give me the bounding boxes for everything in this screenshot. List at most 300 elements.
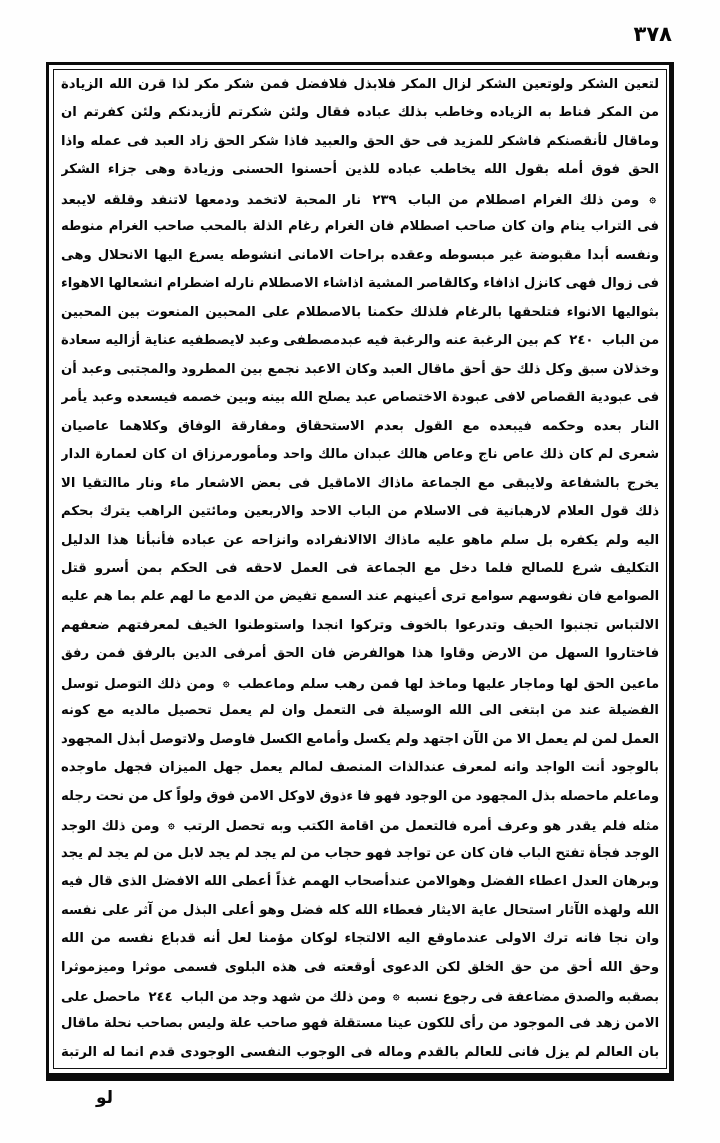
text-line [61, 840, 659, 868]
text-token: الاستحقاق [295, 418, 365, 434]
text-token: عباده [387, 162, 422, 178]
text-token: ولواً [176, 788, 203, 804]
text-token: تفتح [555, 845, 585, 861]
text-token: المجهود [475, 788, 528, 804]
text-token: موثرا [132, 959, 167, 975]
text-token: حق [490, 361, 512, 377]
text-token: الذلة [252, 219, 283, 235]
text-token: من [492, 731, 513, 747]
text-token: وماعلم [613, 788, 659, 804]
text-token: أحسنوا [291, 162, 337, 178]
text-line [61, 754, 659, 782]
text-token: وماخذ [428, 676, 468, 692]
text-token: بحكم [61, 504, 94, 520]
text-token: نحلة [103, 1016, 132, 1032]
text-token: أعينهم [393, 589, 437, 605]
text-token: وكلاهما [119, 418, 169, 434]
text-token: المجهود [61, 731, 113, 747]
text-line [61, 128, 659, 156]
text-line [61, 954, 659, 982]
text-token: الجماعة [421, 475, 471, 491]
text-token: يصلح [317, 390, 351, 406]
text-token: أنت [581, 760, 605, 776]
text-token: الاماقيل [317, 475, 371, 491]
text-token: فلم [602, 819, 627, 835]
text-token: لعل [227, 931, 252, 947]
text-token: هذا [412, 646, 434, 662]
text-token: العلام [557, 504, 594, 520]
text-token: الموجود [513, 1016, 565, 1032]
text-token: صاحب [256, 1016, 298, 1032]
text-token: العبد [154, 133, 185, 149]
text-token: المشية [367, 276, 414, 292]
text-token: كانزل [523, 276, 562, 292]
text-line [61, 327, 659, 355]
text-token: الشكر [477, 77, 517, 92]
text-token: الباب [601, 333, 635, 349]
text-token: لمعرف [452, 760, 497, 776]
text-token: فيسعده [127, 390, 178, 406]
text-token: يسرع [188, 247, 225, 263]
text-token: بان [637, 1044, 659, 1060]
text-token: سعادة [61, 333, 101, 349]
text-token: ذلك [579, 192, 604, 208]
text-token: ولاتوصل [149, 731, 206, 747]
text-token: الافضل [151, 874, 200, 890]
text-token: أن [61, 361, 77, 377]
text-token: لافى [493, 390, 526, 406]
text-token: لعمارة [95, 447, 137, 463]
text-token: المكر [402, 77, 437, 92]
text-token: نسبه [406, 990, 439, 1005]
text-token: فلافضل [295, 77, 348, 92]
text-token: عمله [90, 133, 122, 149]
text-token: العالم [595, 1044, 633, 1060]
text-token: اذاشاء [322, 276, 364, 292]
text-token: وقلقه [103, 192, 144, 208]
text-token: فى [288, 475, 311, 491]
text-token: والاربعين [243, 504, 304, 520]
text-token: فانه [575, 931, 602, 947]
text-token: المحبين [61, 304, 112, 320]
text-token: شكر [249, 133, 279, 149]
text-token: لارهبانية [495, 504, 551, 520]
text-token: وماقال [612, 133, 659, 149]
text-token: الشكر [579, 77, 619, 92]
text-token: ماعين [619, 676, 659, 692]
text-token: ومأمورمرزاق [192, 447, 278, 463]
text-token: له [102, 1044, 116, 1060]
text-token: العمل [621, 731, 659, 747]
text-token: شكرتم [227, 105, 272, 121]
text-token: لايصطفيه [181, 333, 245, 349]
text-token: وهى [61, 247, 92, 263]
text-token: مقبوضة [529, 247, 582, 263]
arabic-text-body [61, 71, 659, 1067]
text-token: الرتبة [61, 1044, 98, 1060]
text-token: من [90, 931, 111, 947]
text-token: ولم [605, 532, 630, 548]
text-line [61, 811, 659, 839]
section-number: ٢٤٠ [569, 333, 594, 349]
text-token: وعقده [390, 247, 434, 263]
text-line [61, 99, 659, 127]
text-token: علم [140, 589, 166, 605]
text-token: الوجودى [180, 1044, 235, 1060]
text-token: اصطلام [399, 219, 450, 235]
text-token: كفرتم [83, 105, 125, 121]
text-token: من [300, 845, 321, 861]
text-token: مثله [632, 819, 659, 835]
text-token: الحق [213, 133, 245, 149]
text-token: الهمم [301, 874, 340, 890]
text-token: اضطرام [166, 276, 220, 292]
text-token: سلم [300, 676, 329, 692]
text-token: وانزاحه [251, 532, 300, 548]
text-token: عندالذات [388, 760, 446, 776]
text-token: ومفارقة [231, 418, 287, 434]
text-token: الله [483, 162, 507, 178]
text-token: كم [542, 333, 561, 349]
text-token: والعبيد [314, 133, 358, 149]
text-token: الامن [239, 788, 274, 804]
text-token: بين [516, 333, 539, 349]
text-token: وحكمه [541, 418, 585, 434]
text-line [61, 470, 659, 498]
text-token: الشكر [61, 162, 100, 178]
text-token: واحد [283, 447, 313, 463]
text-token: من [551, 703, 572, 719]
text-token: الفضل [480, 874, 525, 890]
text-token: بعده [593, 418, 622, 434]
text-token: فهو [302, 1016, 329, 1032]
section-divider-rosette: ۞ [393, 989, 400, 1002]
text-token: أوقعته [333, 959, 376, 975]
text-token: من [218, 990, 239, 1005]
text-token: أحق [566, 959, 593, 975]
text-token: هالك [396, 447, 428, 463]
text-token: من [379, 819, 400, 835]
text-token: بصقبه [618, 990, 659, 1005]
text-token: الله [109, 77, 132, 92]
text-token: حكمنا [367, 304, 404, 320]
text-token: فسمى [173, 959, 218, 975]
text-token: عبد [355, 390, 378, 406]
text-token: تفيض [279, 589, 317, 605]
text-token: لم [572, 731, 588, 747]
catchword: لو [96, 1088, 114, 1108]
text-token: نجمع [267, 361, 300, 377]
text-token: الوفاق [177, 418, 222, 434]
text-token: من [153, 845, 174, 861]
text-token: وعبد [248, 333, 280, 349]
text-token: يجد [254, 845, 277, 861]
text-token: السمع [321, 589, 363, 605]
text-token: النار [631, 418, 659, 434]
text-token: التراب [590, 219, 632, 235]
text-token: فأنبأنا [135, 532, 175, 548]
text-token: يعمل [249, 760, 283, 776]
text-token: الاصطلام [258, 276, 319, 292]
text-token: ذلك [329, 990, 354, 1005]
text-token: فلابذل [353, 77, 397, 92]
text-token: التعمل [312, 703, 356, 719]
text-token: للمزيد [453, 133, 494, 149]
text-token: فان [577, 589, 603, 605]
text-token: عبدمصطفى [283, 333, 363, 349]
text-token: فلذلك [410, 304, 450, 320]
text-token: ماوجده [61, 760, 108, 776]
text-token: لاوكل [277, 788, 316, 804]
text-token: على [61, 990, 89, 1005]
text-token: هم [93, 589, 113, 605]
text-token: لأزيدنكم [168, 105, 222, 121]
text-token: الوجوب [296, 1044, 346, 1060]
text-line [61, 583, 659, 611]
text-token: لزال [442, 77, 472, 92]
text-token: الباب [407, 192, 441, 208]
text-token: لم [280, 845, 297, 861]
text-token: فمن [260, 77, 290, 92]
text-token: من [539, 959, 560, 975]
text-token: لاحقه [245, 560, 283, 576]
text-token: وكالقاصر [417, 276, 479, 292]
text-token: وانه [503, 760, 529, 776]
text-token: من [128, 788, 149, 804]
text-token: ذلك [101, 819, 126, 835]
text-token: ونار [137, 475, 163, 491]
text-token: وان [281, 703, 306, 719]
text-token: واستوطنوا [234, 617, 305, 633]
text-token: من [387, 504, 408, 520]
text-token: وبرهان [612, 874, 659, 890]
text-token: الجماعة [366, 560, 416, 576]
text-token: فى [481, 990, 504, 1005]
text-token: فناط [558, 105, 592, 121]
text-token: رهب [334, 676, 365, 692]
text-token: وماجار [511, 676, 555, 692]
text-token: واذا [61, 133, 86, 149]
text-token: ومن [186, 676, 215, 692]
text-token: الكسل [259, 731, 303, 747]
page-frame-border [46, 62, 674, 1076]
text-token: ناج [478, 447, 498, 463]
text-token: نفوسهم [518, 589, 573, 605]
text-token: الدين [182, 646, 217, 662]
text-token: مالديه [121, 703, 161, 719]
text-token: ولئن [130, 105, 162, 121]
text-line [61, 384, 659, 412]
text-token: فوق [206, 788, 236, 804]
text-token: شكر [225, 77, 255, 92]
text-token: فاوصل [209, 731, 256, 747]
text-token: الاسلام [413, 504, 461, 520]
text-token: سبق [577, 361, 608, 377]
text-token: يكسل [353, 731, 392, 747]
text-token: فاشكر [498, 133, 542, 149]
text-token: فى [215, 560, 238, 576]
text-token: يزل [544, 1044, 570, 1060]
text-token: ولم [395, 731, 419, 747]
text-token: المطرود [181, 361, 236, 377]
text-token: مضاعفة [507, 990, 560, 1005]
text-token: الالتباس [605, 617, 659, 633]
text-token: تحصيل [167, 703, 212, 719]
text-token: ماحصله [559, 788, 609, 804]
text-token: يأمر [61, 390, 88, 406]
text-token: حق [399, 133, 421, 149]
text-token: غذاً [275, 874, 298, 890]
text-line [61, 1039, 659, 1067]
text-token: عليها [472, 676, 506, 692]
text-token: بمن [136, 560, 163, 576]
text-token: وعبد [92, 390, 123, 406]
text-token: الآن [462, 731, 489, 747]
text-line [61, 640, 659, 668]
text-token: فاختاروا [605, 646, 659, 662]
text-token: نفسه [61, 902, 97, 918]
text-line [61, 726, 659, 754]
page-frame-bottom-rule [46, 1076, 674, 1081]
text-token: هو [543, 819, 562, 835]
text-token: فا [357, 788, 371, 804]
text-token: صاحب [153, 219, 195, 235]
text-line [61, 242, 659, 270]
text-token: الاالانفراده [306, 532, 377, 548]
text-token: فى [637, 390, 659, 406]
text-token: الحكم [170, 560, 208, 576]
text-token: لمعرفتهم [117, 617, 180, 633]
text-token: المنصف [329, 760, 383, 776]
text-token: وهوالامن [415, 874, 476, 890]
text-line [61, 982, 659, 1010]
text-token: أعلى [221, 902, 255, 918]
text-line [61, 669, 659, 697]
text-token: وميزموثرا [61, 959, 126, 975]
section-divider-rosette: ۞ [168, 818, 175, 832]
text-token: هذه [272, 959, 297, 975]
text-token: لمالم [289, 760, 324, 776]
text-token: رجله [61, 788, 92, 804]
text-token: الاشعار [196, 475, 244, 491]
text-token: وان [635, 931, 659, 947]
text-token: الحق [583, 676, 615, 692]
text-token: وعبد [81, 361, 112, 377]
text-token: أمرفى [223, 646, 267, 662]
text-token: لم [133, 845, 149, 861]
text-token: الدعوى [382, 959, 429, 975]
text-token: الوجد [61, 819, 96, 835]
text-token: أنه [202, 931, 221, 947]
text-token: فى [363, 703, 386, 719]
text-token: للصالح [521, 560, 564, 576]
text-token: كله [328, 902, 350, 918]
text-token: الله [599, 959, 623, 975]
text-token: ماء [169, 475, 190, 491]
text-token: فالتعمل [405, 819, 458, 835]
text-line [61, 299, 659, 327]
text-token: اليه [397, 931, 421, 947]
text-token: علة [229, 1016, 252, 1032]
text-token: غير [500, 247, 524, 263]
text-line [61, 71, 659, 99]
text-token: ومن [357, 990, 386, 1005]
text-token: زوال [600, 276, 633, 292]
text-token: براحات [339, 247, 385, 263]
text-token: ولايبقى [501, 475, 554, 491]
text-token: الا [61, 475, 76, 491]
text-token: البذل [182, 902, 217, 918]
text-token: أبذل [116, 731, 146, 747]
text-token: بالاصطلام [296, 304, 362, 320]
text-token: بعض [250, 475, 282, 491]
text-token: بصاحب [136, 1016, 183, 1032]
text-token: عليه [427, 532, 456, 548]
text-token: الله [61, 931, 84, 947]
text-token: وأمامع [306, 731, 350, 747]
text-token: وزيادة [183, 162, 225, 178]
text-token: ودمعها [195, 192, 240, 208]
text-token: يجد [61, 845, 84, 861]
text-token: نحت [95, 788, 125, 804]
text-token: شرع [571, 560, 603, 576]
text-token: بذل [531, 788, 556, 804]
text-token: الاعبد [304, 361, 341, 377]
text-token: أبدا [587, 247, 610, 263]
text-token: بالخوف [399, 617, 448, 633]
text-token: ماقال [61, 1016, 100, 1032]
section-divider-rosette: ۞ [649, 191, 656, 205]
text-token: العمل [290, 560, 328, 576]
text-token: العبد [382, 361, 413, 377]
text-token: ماهو [462, 532, 494, 548]
text-token: لابل [177, 845, 204, 861]
text-token: حق [510, 959, 533, 975]
text-token: مع [97, 703, 115, 719]
text-token: اذافاء [483, 276, 520, 292]
text-token: فيه [61, 874, 84, 890]
text-token: مبسوطه [439, 247, 495, 263]
text-token: رفق [61, 646, 90, 662]
text-token: وهو [259, 902, 285, 918]
text-token: نار [343, 192, 362, 208]
text-token: يعمل [535, 731, 569, 747]
text-token: لذا [172, 77, 190, 92]
text-token: فهو [375, 788, 401, 804]
text-token: الامانى [287, 247, 334, 263]
text-token: الدمع [215, 589, 251, 605]
text-token: انجدا [312, 617, 344, 633]
text-token: جزاء [107, 162, 137, 178]
text-token: عن [223, 532, 244, 548]
text-token: أحق [459, 361, 486, 377]
text-token: يكفره [560, 532, 599, 548]
text-token: التوصل [104, 676, 152, 692]
text-token: الغرام [108, 219, 148, 235]
text-token: والصدق [564, 990, 615, 1005]
text-line [61, 783, 659, 811]
text-token: عبدان [353, 447, 392, 463]
text-token: التكليف [610, 560, 659, 576]
text-token: ماذاك [383, 532, 421, 548]
text-token: فجهل [113, 760, 153, 776]
text-token: فضل [290, 902, 324, 918]
text-token: ونفسه [615, 247, 659, 263]
text-token: عن [435, 845, 457, 861]
text-token: من [638, 105, 659, 121]
text-token: فجأة [589, 845, 620, 861]
text-token: أعطى [231, 874, 272, 890]
